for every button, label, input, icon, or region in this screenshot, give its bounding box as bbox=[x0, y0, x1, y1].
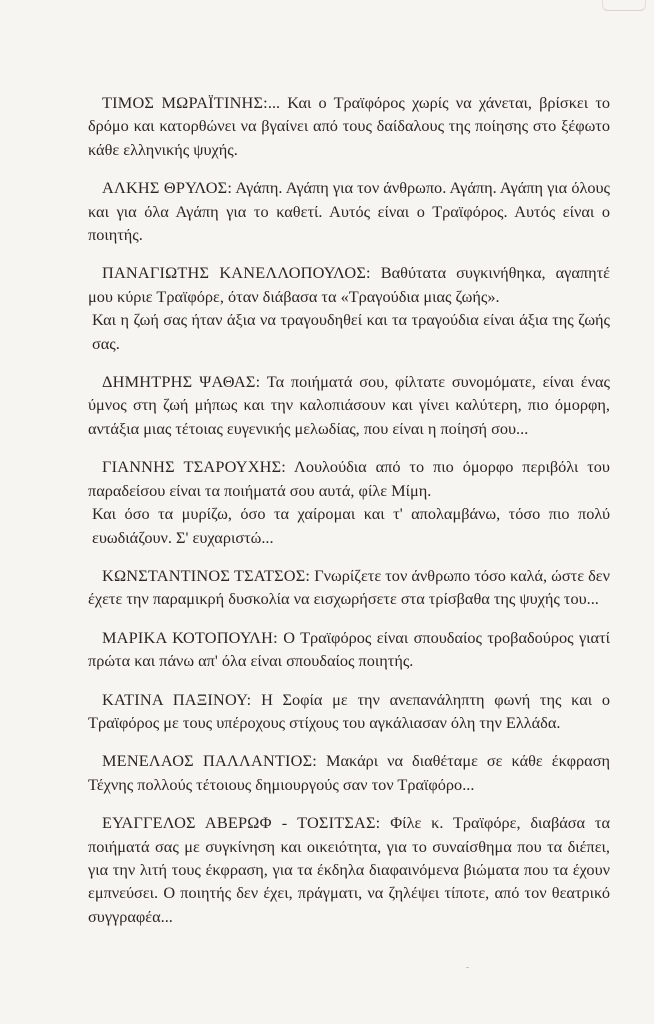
quote-paragraph bbox=[88, 811, 610, 928]
speaker-name: ΜΑΡΙΚΑ ΚΟΤΟΠΟΥΛΗ: bbox=[102, 627, 278, 647]
quote-entry bbox=[88, 455, 610, 549]
page-speck bbox=[466, 967, 469, 968]
quote-text: Τα ποιήματά σου, φίλτατε συνομόματε, είναι ένας ύμνος στη ζωή μήπως και την καλοπιάσουν και γίνει καλύτερη, πιο όμορφη, αντάξια μιας τέτοιας ευγενικής μελωδίας, που είναι η ποίησή σου... bbox=[88, 372, 610, 438]
quote-paragraph bbox=[88, 564, 610, 611]
quote-entry bbox=[88, 370, 610, 440]
quote-text: Αγάπη. Αγάπη για τον άνθρωπο. Αγάπη. Αγάπη για όλους και για όλα Αγάπη για το καθετί. Αυτός είναι ο Τραϊφόρος. Αυτός είναι ο ποιητής. bbox=[88, 178, 611, 245]
quote-entry bbox=[88, 91, 610, 161]
quote-paragraph bbox=[88, 261, 610, 308]
speaker-name: ΔΗΜΗΤΡΗΣ ΨΑΘΑΣ: bbox=[102, 372, 261, 392]
quote-text: Λουλούδια από το πιο όμορφο περιβόλι του παραδείσου είναι τα ποιήματά σου αυτά, φίλε Μίμη. bbox=[88, 457, 610, 500]
quote-entry bbox=[88, 811, 610, 928]
speaker-name: ΜΕΝΕΛΑΟΣ ΠΑΛΛΑΝΤΙΟΣ: bbox=[102, 751, 318, 771]
quote-text: Ο Τραϊφόρος είναι σπουδαίος τροβαδούρος γιατί πρώτα και πάνω απ' όλα είναι σπουδαίος ποιητής. bbox=[88, 627, 610, 671]
quote-entry bbox=[88, 176, 610, 246]
quote-paragraph bbox=[88, 688, 610, 735]
quote-text: Και όσο τα μυρίζω, όσο τα χαίρομαι και τ' απολαμβάνω, τόσο πιο πολύ ευωδιάζουν. Σ' ευχαριστώ... bbox=[92, 504, 610, 547]
quote-text: Γνωρίζετε τον άνθρωπο τόσο καλά, ώστε δεν έχετε την παραμικρή δυσκολία να εισχωρήσετε στα τρίσβαθα της ψυχής του... bbox=[88, 565, 610, 609]
quote-text: Μακάρι να διαθέταμε σε κάθε έκφραση Τέχνης πολλούς τέτοιους δημιουργούς σαν τον Τραϊφόρο... bbox=[88, 751, 610, 794]
quote-entry bbox=[88, 749, 610, 796]
quote-text: Και η ζωή σας ήταν άξια να τραγουδηθεί και τα τραγούδια είναι άξια της ζωής σας. bbox=[92, 310, 610, 353]
quote-paragraph bbox=[88, 626, 610, 673]
quote-paragraph bbox=[88, 176, 610, 246]
quote-text: Βαθύτατα συγκινήθηκα, αγαπητέ μου κύριε Τραϊφόρε, όταν διάβασα τα «Τραγούδια μιας ζωής». bbox=[88, 263, 610, 306]
document-page bbox=[88, 91, 610, 943]
speaker-name: ΓΙΑΝΝΗΣ ΤΣΑΡΟΥΧΗΣ: bbox=[102, 457, 287, 477]
quote-paragraph bbox=[88, 502, 610, 549]
speaker-name: ΤΙΜΟΣ ΜΩΡΑΪΤΙΝΗΣ: bbox=[102, 93, 268, 112]
quote-text: Φίλε κ. Τραϊφόρε, διαβάσα τα ποιήματά σας με συγκίνηση και οικειότητα, για το συναίσθημα που τα διέπει, για την λιτή τους έκφραση, για τα έκδηλα διαφαινόμενα βιώματα που τα έχουν εμπνεύσει. Ο ποιητής δεν έχει, πράγματι, να ζηλέψει τίποτε, από τον θεατρικό συγγραφέα... bbox=[88, 813, 610, 926]
speaker-name: ΕΥΑΓΓΕΛΟΣ ΑΒΕΡΩΦ - ΤΟΣΙΤΣΑΣ: bbox=[102, 813, 381, 833]
quote-entry bbox=[88, 564, 610, 611]
quote-entry bbox=[88, 688, 610, 735]
speaker-name: ΚΑΤΙΝΑ ΠΑΞΙΝΟΥ: bbox=[102, 689, 252, 709]
quote-text: ... Και ο Τραϊφόρος χωρίς να χάνεται, βρίσκει το δρόμο και κατορθώνει να βγαίνει από τους δαίδαλους της ποίησης στο ξέφωτο κάθε ελληνικής ψυχής. bbox=[88, 93, 610, 159]
speaker-name: ΠΑΝΑΓΙΩΤΗΣ ΚΑΝΕΛΛΟΠΟΥΛΟΣ: bbox=[102, 263, 371, 283]
quote-entry bbox=[88, 626, 610, 673]
speaker-name: ΚΩΝΣΤΑΝΤΙΝΟΣ ΤΣΑΤΣΟΣ: bbox=[102, 565, 311, 585]
quote-paragraph bbox=[88, 370, 610, 440]
speaker-name: ΑΛΚΗΣ ΘΡΥΛΟΣ: bbox=[102, 178, 233, 198]
quote-paragraph bbox=[88, 91, 610, 161]
quote-paragraph bbox=[88, 749, 610, 796]
quote-entry bbox=[88, 261, 610, 355]
page-corner-mark bbox=[602, 0, 646, 11]
quote-text: Η Σοφία με την ανεπανάληπτη φωνή της και ο Τραϊφόρος με τους υπέροχους στίχους του αγκάλιασαν όλη την Ελλάδα. bbox=[88, 689, 610, 732]
quote-paragraph bbox=[88, 455, 610, 502]
quote-paragraph bbox=[88, 308, 610, 355]
